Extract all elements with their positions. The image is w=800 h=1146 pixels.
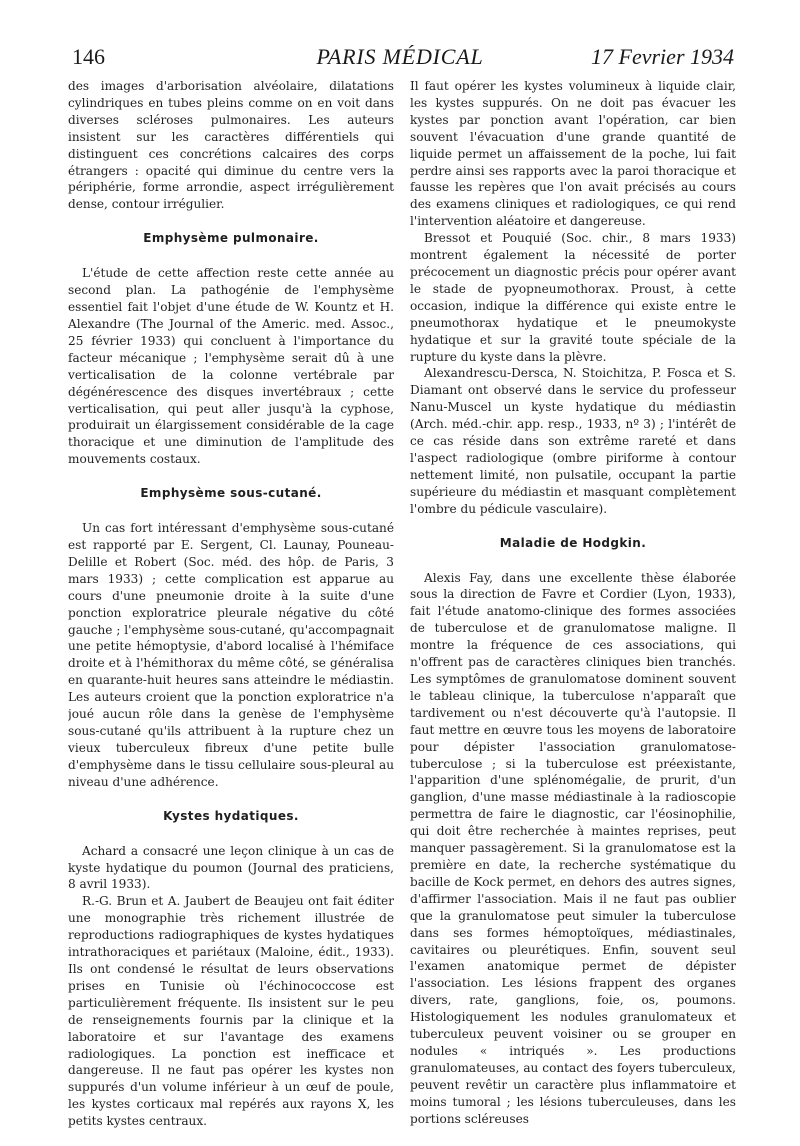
heading-emphyseme-sous-cutane: Emphysème sous-cutané. xyxy=(140,486,322,501)
left-column xyxy=(68,78,394,1138)
heading-kystes-hydatiques: Kystes hydatiques. xyxy=(163,808,299,823)
heading-maladie-de-hodgkin: Maladie de Hodgkin. xyxy=(499,535,647,550)
paragraph-kystes-operation: Il faut opérer les kystes volumineux à liquide clair, les kystes suppurés. On ne doit pas évacuer les kystes par ponction avant l'opération, car bien souvent l'évacuation d'une grande quantité de liquide permet un affaissement de la poche, lui fait perdre ainsi ses rapports avec la paroi thoracique et fausse les repères que l'on avait précisés au cours des examens cliniques et radiologiques, ce qui rend l'intervention aléatoire et dangereuse. xyxy=(410,79,736,229)
paragraph-achard: Achard a consacré une leçon clinique à un cas de kyste hydatique du poumon (Journal des praticiens, 8 avril 1933). xyxy=(68,843,394,892)
paragraph-alexis-fay: Alexis Fay, dans une excellente thèse élaborée sous la direction de Favre et Cordier (Lyon, 1933), fait l'étude anatomo-clinique des formes associées de tuberculose et de granulomatose maligne. Il montre la fréquence de ces associations, qui n'offrent pas de caractères cliniques bien tranchés. Les symptômes de granulomatose dominent souvent le tableau clinique, la tuberculose n'apparaît que tardivement ou n'est découverte qu'à l'autopsie. Il faut mettre en œuvre tous les moyens de laboratoire pour dépister l'association granulomatose-tuberculose ; si la tuberculose est préexistante, l'apparition d'une splénomégalie, de prurit, d'un ganglion, d'une masse médiastinale à la radioscopie permettra de faire le diagnostic, car l'éosinophilie, qui doit être recherchée à maintes reprises, peut manquer passagèrement. Si la granulomatose est la première en date, la recherche systématique du bacille de Kock permet, en dehors des autres signes, d'affirmer l'association. Mais il ne faut pas oublier que la granulomatose peut simuler la tuberculose dans ses formes hémoptoïques, médiastinales, cavitaires ou pleurétiques. Enfin, souvent seul l'examen anatomique permet de dépister l'association. Les lésions frappent des organes divers, rate, ganglions, foie, os, poumons. Histologiquement les nodules granulomateux et tuberculeux peuvent voisiner ou se grouper en nodules « intriqués ». Les productions granulomateuses, au contact des foyers tuberculeux, peuvent revêtir un caractère plus inflammatoire et moins tumoral ; les lésions tuberculeuses, dans les portions scléreuses xyxy=(410,570,736,1126)
paragraph-calcifications: des images d'arborisation alvéolaire, dilatations cylindriques en tubes pleins comme on en voit dans diverses scléroses pulmonaires. Les auteurs insistent sur les caractères différentiels qui distinguent ces concrétions calcaires des corps étrangers : opacité qui diminue du centre vers la périphérie, forme arrondie, aspect irrégulièrement dense, contour irrégulier. xyxy=(68,79,394,212)
paragraph-emphyseme-sous-cutane: Un cas fort intéressant d'emphysème sous-cutané est rapporté par E. Sergent, Cl. Launay, Pouneau-Delille et Robert (Soc. méd. des hôp. de Paris, 3 mars 1933) ; cette complication est apparue au cours d'une pneumonie droite à la suite d'une ponction exploratrice pleurale négative du côté gauche ; l'emphysème sous-cutané, qu'accompagnait une petite hémoptysie, d'abord localisé à l'hémiface droite et à l'hémithorax du même côté, se généralisa en quarante-huit heures sans atteindre le médiastin. Les auteurs croient que la ponction exploratrice n'a joué aucun rôle dans la genèse de l'emphysème sous-cutané qu'ils attribuent à la rupture chez un vieux tuberculeux fibreux d'une petite bulle d'emphysème dans le tissu cellulaire sous-pleural au niveau d'une adhérence. xyxy=(68,521,394,789)
issue-date: 17 Fevrier 1934 xyxy=(591,44,734,69)
right-column xyxy=(410,78,736,1138)
paragraph-bressot-pouquie: Bressot et Pouquié (Soc. chir., 8 mars 1933) montrent également la nécessité de porter précocement un diagnostic précis pour opérer avant le stade de pyopneumothorax. Proust, à cette occasion, indique la différence qui existe entre le pneumothorax hydatique et le pneumokyste hydatique et sur la gravité toute spéciale de la rupture du kyste dans la plèvre. xyxy=(410,231,736,364)
paragraph-brun-jaubert: R.-G. Brun et A. Jaubert de Beaujeu ont fait éditer une monographie très richement illustrée de reproductions radiographiques de kystes hydatiques intrathoraciques et pariétaux (Maloine, édit., 1933). Ils ont condensé le résultat de leurs observations prises en Tunisie où l'échinococcose est particulièrement fréquente. Ils insistent sur le peu de renseignements fournis par la clinique et la laboratoire et sur l'avantage des examens radiologiques. La ponction est inefficace et dangereuse. Il ne faut pas opérer les kystes non suppurés d'un volume inférieur à un œuf de poule, les kystes corticaux mal repérés aux rayons X, les petits kystes centraux. xyxy=(68,894,394,1129)
journal-title: PARIS MÉDICAL xyxy=(316,44,484,69)
page-number: 146 xyxy=(72,44,105,69)
paragraph-emphyseme-pulmonaire: L'étude de cette affection reste cette année au second plan. La pathogénie de l'emphysème essentiel fait l'objet d'une étude de W. Kountz et H. Alexandre (The Journal of the Americ. med. Assoc., 25 février 1933) qui concluent à l'importance du facteur mécanique ; l'emphysème serait dû à une verticalisation de la colonne vertébrale par dégénérescence des disques invertébraux ; cette verticalisation, qui peut aller jusqu'à la cyphose, produirait un élargissement considérable de la cage thoracique et une diminution de l'amplitude des mouvements costaux. xyxy=(68,266,394,467)
paragraph-alexandrescu: Alexandrescu-Dersca, N. Stoichitza, P. Fosca et S. Diamant ont observé dans le service du professeur Nanu-Muscel un kyste hydatique du médiastin (Arch. méd.-chir. app. resp., 1933, nº 3) ; l'intérêt de ce cas réside dans son extrême rareté et dans l'aspect radiologique (ombre piriforme à contour nettement limité, non pulsatile, occupant la partie supérieure du médiastin et masquant complètement l'ombre du pédicule vasculaire). xyxy=(410,366,736,516)
heading-emphyseme-pulmonaire: Emphysème pulmonaire. xyxy=(143,231,319,246)
